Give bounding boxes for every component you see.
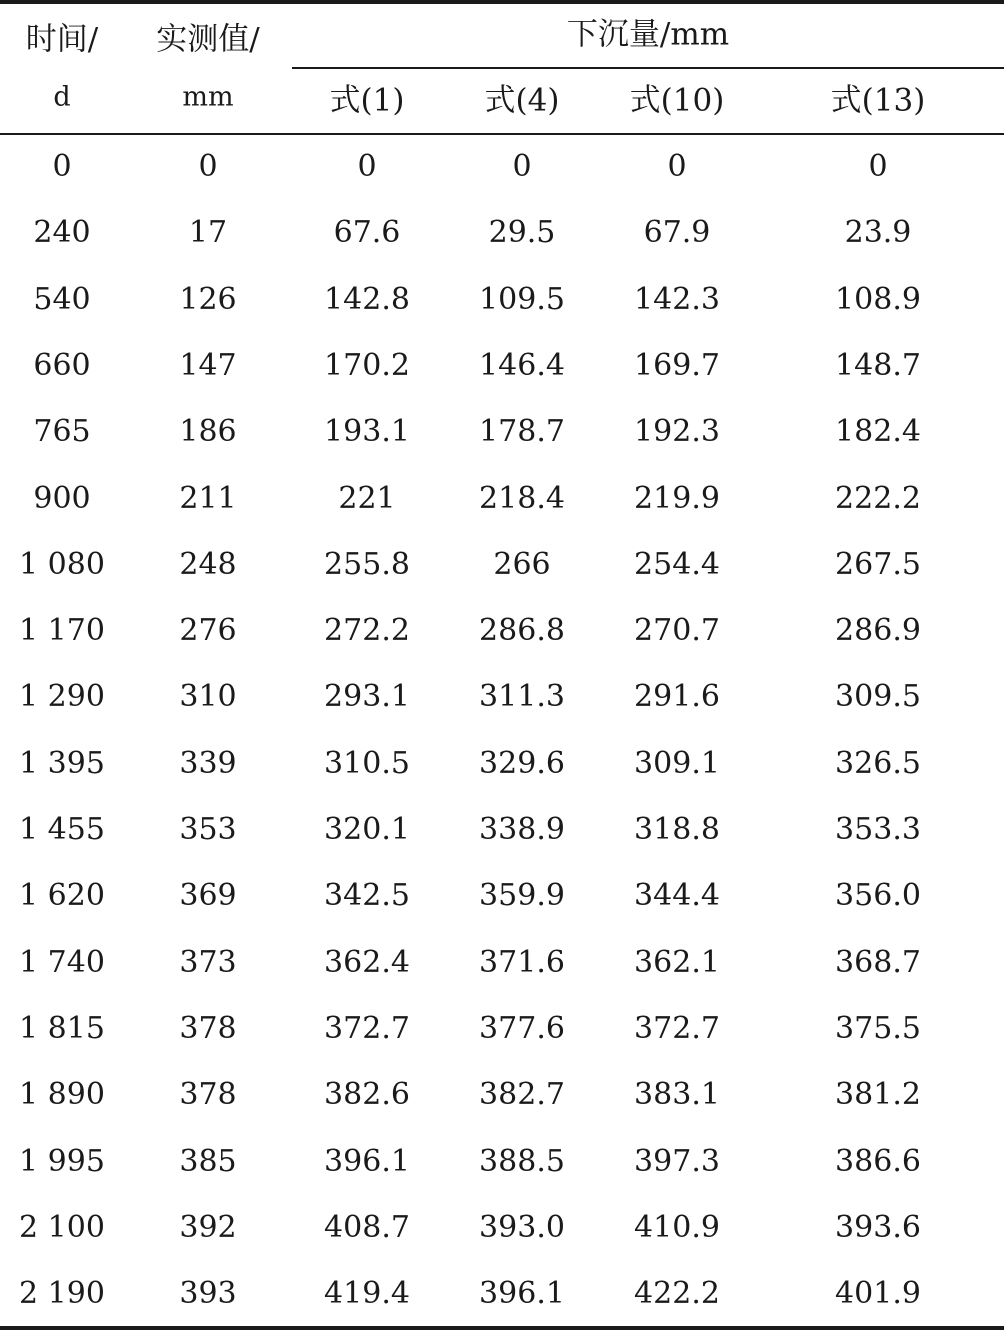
cell-formula-1: 408.7: [324, 1209, 410, 1245]
cell-measured: 211: [179, 480, 237, 516]
header-time-label: 时间/: [25, 21, 99, 58]
cell-formula-13: 375.5: [835, 1010, 921, 1046]
cell-time: 765: [33, 414, 91, 450]
cell-formula-4: 329.6: [479, 745, 565, 781]
cell-formula-1: 342.5: [324, 878, 410, 914]
cell-formula-13: 0: [868, 149, 888, 184]
cell-formula-13: 148.7: [835, 347, 921, 383]
cell-formula-13: 356.0: [835, 878, 921, 914]
cell-measured: 186: [179, 414, 237, 450]
cell-time: 1 890: [19, 1077, 105, 1113]
cell-formula-13: 353.3: [835, 812, 921, 847]
cell-time: 660: [33, 347, 91, 383]
cell-formula-13: 368.7: [835, 944, 921, 980]
cell-formula-13: 401.9: [835, 1276, 921, 1312]
cell-formula-4: 311.3: [479, 679, 565, 715]
cell-formula-1: 67.6: [333, 215, 401, 251]
cell-formula-10: 254.4: [634, 546, 720, 582]
cell-time: 1 080: [19, 546, 105, 582]
cell-time: 900: [33, 480, 91, 516]
cell-time: 1 620: [19, 878, 105, 914]
cell-formula-13: 386.6: [835, 1143, 921, 1179]
cell-time: 0: [52, 149, 72, 184]
cell-formula-10: 309.1: [634, 745, 720, 781]
cell-measured: 392: [179, 1209, 237, 1245]
cell-formula-10: 372.7: [634, 1010, 720, 1046]
cell-formula-4: 388.5: [479, 1143, 565, 1179]
cell-formula-10: 192.3: [634, 414, 720, 450]
cell-measured: 17: [188, 215, 228, 251]
cell-formula-1: 419.4: [324, 1276, 410, 1312]
cell-formula-10: 219.9: [634, 480, 720, 516]
cell-formula-13: 393.6: [835, 1209, 921, 1245]
cell-formula-1: 362.4: [324, 944, 410, 980]
cell-time: 540: [33, 281, 91, 317]
cell-formula-4: 178.7: [479, 414, 565, 450]
cell-formula-4: 371.6: [479, 944, 565, 980]
cell-measured: 373: [179, 944, 237, 980]
cell-formula-4: 393.0: [479, 1209, 565, 1245]
cell-formula-4: 359.9: [479, 878, 565, 914]
cell-measured: 147: [179, 347, 237, 383]
cell-time: 240: [33, 215, 91, 251]
cell-formula-10: 318.8: [634, 812, 720, 847]
group-header-rule: [292, 67, 1004, 69]
cell-measured: 0: [198, 149, 218, 184]
cell-formula-4: 377.6: [479, 1010, 565, 1046]
header-measured-label: 实测值/: [156, 21, 260, 58]
cell-formula-13: 381.2: [835, 1077, 921, 1113]
cell-formula-10: 362.1: [634, 944, 720, 980]
cell-formula-13: 182.4: [835, 414, 921, 450]
cell-time: 1 815: [19, 1010, 105, 1046]
header-settlement-group: 下沉量/mm: [566, 16, 730, 53]
cell-formula-13: 326.5: [835, 745, 921, 781]
cell-formula-4: 286.8: [479, 613, 565, 649]
cell-measured: 385: [179, 1143, 237, 1179]
cell-formula-10: 67.9: [643, 215, 711, 251]
cell-time: 1 740: [19, 944, 105, 980]
header-formula-4: 式(4): [484, 82, 560, 119]
cell-measured: 378: [179, 1077, 237, 1113]
cell-formula-1: 0: [357, 149, 377, 184]
cell-formula-4: 266: [493, 546, 551, 582]
header-formula-13: 式(13): [830, 82, 926, 119]
cell-formula-4: 218.4: [479, 480, 565, 516]
cell-measured: 369: [179, 878, 237, 914]
header-formula-1: 式(1): [329, 82, 405, 119]
cell-time: 1 170: [19, 613, 105, 649]
cell-time: 2 190: [19, 1276, 105, 1312]
table-bottom-rule: [0, 1326, 1004, 1330]
cell-measured: 378: [179, 1010, 237, 1046]
cell-formula-10: 344.4: [634, 878, 720, 914]
cell-formula-10: 410.9: [634, 1209, 720, 1245]
header-formula-10: 式(10): [629, 82, 725, 119]
cell-formula-10: 291.6: [634, 679, 720, 715]
cell-formula-1: 396.1: [324, 1143, 410, 1179]
cell-measured: 248: [179, 546, 237, 582]
cell-formula-10: 142.3: [634, 281, 720, 317]
cell-formula-4: 29.5: [488, 215, 556, 251]
cell-formula-13: 108.9: [835, 281, 921, 317]
cell-formula-4: 382.7: [479, 1077, 565, 1113]
cell-measured: 339: [179, 745, 237, 781]
cell-measured: 393: [179, 1276, 237, 1312]
header-time-unit: d: [53, 81, 71, 113]
cell-formula-1: 320.1: [324, 812, 410, 847]
cell-formula-4: 0: [512, 149, 532, 184]
cell-measured: 276: [179, 613, 237, 649]
cell-formula-1: 255.8: [324, 546, 410, 582]
cell-formula-4: 146.4: [479, 347, 565, 383]
cell-formula-10: 397.3: [634, 1143, 720, 1179]
cell-formula-1: 310.5: [324, 745, 410, 781]
cell-measured: 126: [179, 281, 237, 317]
cell-formula-1: 170.2: [324, 347, 410, 383]
cell-time: 1 455: [19, 812, 105, 847]
cell-time: 1 995: [19, 1143, 105, 1179]
cell-measured: 353: [179, 812, 237, 847]
cell-formula-10: 0: [667, 149, 687, 184]
cell-formula-10: 383.1: [634, 1077, 720, 1113]
cell-formula-10: 422.2: [634, 1276, 720, 1312]
cell-formula-1: 193.1: [324, 414, 410, 450]
header-measured-unit: mm: [182, 81, 234, 113]
cell-formula-1: 382.6: [324, 1077, 410, 1113]
cell-time: 1 290: [19, 679, 105, 715]
cell-time: 1 395: [19, 745, 105, 781]
cell-time: 2 100: [19, 1209, 105, 1245]
cell-formula-13: 286.9: [835, 613, 921, 649]
cell-formula-4: 396.1: [479, 1276, 565, 1312]
cell-formula-1: 272.2: [324, 613, 410, 649]
cell-formula-13: 222.2: [835, 480, 921, 516]
cell-measured: 310: [179, 679, 237, 715]
cell-formula-13: 23.9: [844, 215, 912, 251]
cell-formula-4: 338.9: [479, 812, 565, 847]
cell-formula-10: 270.7: [634, 613, 720, 649]
cell-formula-1: 372.7: [324, 1010, 410, 1046]
table-top-rule: [0, 0, 1004, 4]
header-bottom-rule: [0, 133, 1004, 135]
cell-formula-1: 221: [338, 480, 396, 516]
cell-formula-10: 169.7: [634, 347, 720, 383]
cell-formula-1: 293.1: [324, 679, 410, 715]
cell-formula-13: 267.5: [835, 546, 921, 582]
cell-formula-4: 109.5: [479, 281, 565, 317]
cell-formula-1: 142.8: [324, 281, 410, 317]
cell-formula-13: 309.5: [835, 679, 921, 715]
